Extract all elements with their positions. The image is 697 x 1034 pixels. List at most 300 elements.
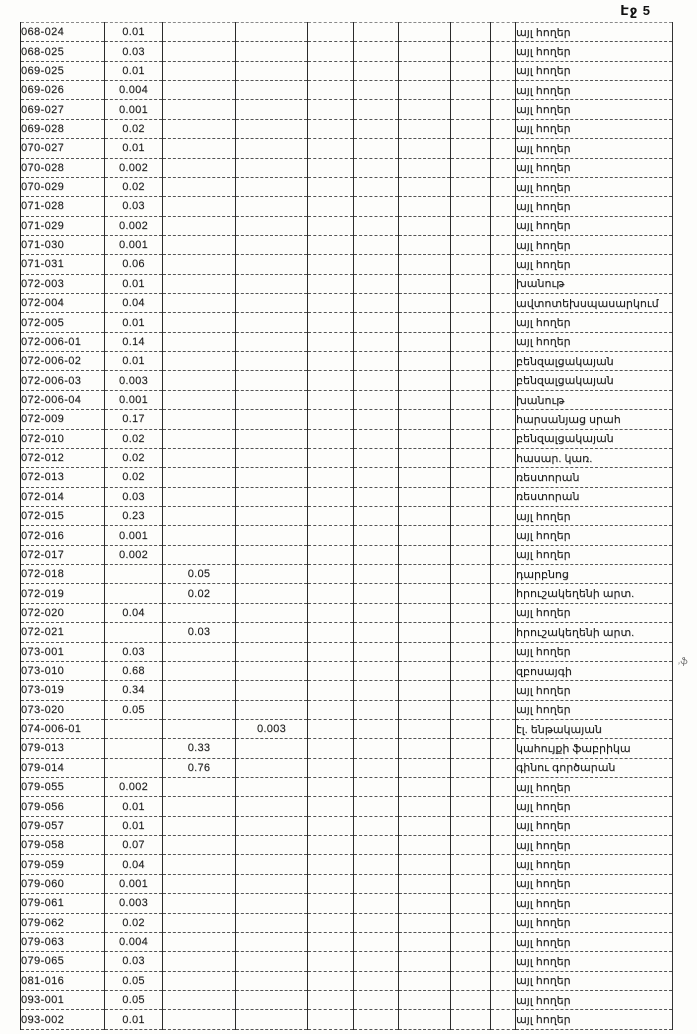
area-value-cell-3 [236,700,308,719]
area-value-cell-1: 0.34 [105,681,163,700]
empty-cell [399,410,451,429]
empty-cell [354,855,399,874]
empty-cell [354,913,399,932]
area-value-cell-1: 0.68 [105,661,163,680]
area-value-cell-1: 0.01 [105,797,163,816]
land-use-cell: հասար. կառ. [516,448,673,467]
empty-cell [491,642,516,661]
table-row [21,197,673,216]
area-value-cell-3 [236,371,308,390]
parcel-code-cell: 071-031 [21,255,105,274]
empty-cell [308,990,354,1009]
empty-cell [308,913,354,932]
area-value-cell-1: 0.004 [105,81,163,100]
land-use-cell: այլ հողեր [516,913,673,932]
empty-cell [399,313,451,332]
area-value-cell-3 [236,971,308,990]
empty-cell [451,526,491,545]
parcel-code-cell: 071-029 [21,216,105,235]
table-row [21,623,673,642]
area-value-cell-3 [236,913,308,932]
empty-cell [491,719,516,738]
area-value-cell-1: 0.03 [105,42,163,61]
area-value-cell-3 [236,603,308,622]
area-value-cell-1: 0.03 [105,487,163,506]
empty-cell [491,816,516,835]
empty-cell [451,294,491,313]
empty-cell [354,758,399,777]
parcel-code-cell: 072-009 [21,410,105,429]
empty-cell [308,468,354,487]
empty-cell [399,719,451,738]
area-value-cell-3 [236,235,308,254]
empty-cell [354,468,399,487]
empty-cell [354,603,399,622]
area-value-cell-1: 0.05 [105,971,163,990]
area-value-cell-2 [163,700,236,719]
land-use-cell: ռեստորան [516,468,673,487]
table-row [21,81,673,100]
area-value-cell-1: 0.05 [105,990,163,1009]
area-value-cell-2 [163,81,236,100]
area-value-cell-2 [163,719,236,738]
parcel-code-cell: 079-055 [21,778,105,797]
area-value-cell-2 [163,816,236,835]
empty-cell [354,816,399,835]
area-value-cell-2 [163,874,236,893]
parcel-code-cell: 079-059 [21,855,105,874]
parcel-code-cell: 070-027 [21,139,105,158]
land-use-cell: ավտոտեխսպասարկում [516,294,673,313]
empty-cell [399,23,451,42]
parcel-code-cell: 072-003 [21,274,105,293]
empty-cell [491,332,516,351]
area-value-cell-1: 0.02 [105,429,163,448]
table-row [21,352,673,371]
empty-cell [491,565,516,584]
empty-cell [451,1010,491,1030]
table-row [21,235,673,254]
empty-cell [491,371,516,390]
area-value-cell-3 [236,410,308,429]
empty-cell [491,836,516,855]
area-value-cell-2 [163,197,236,216]
empty-cell [399,390,451,409]
table-row [21,371,673,390]
area-value-cell-1: 0.02 [105,913,163,932]
empty-cell [399,197,451,216]
land-use-cell: հրուշակեղենի արտ. [516,584,673,603]
table-row [21,894,673,913]
table-row [21,681,673,700]
parcel-code-cell: 093-001 [21,990,105,1009]
parcel-code-cell: 072-016 [21,526,105,545]
table-row [21,758,673,777]
table-row [21,468,673,487]
empty-cell [399,758,451,777]
parcel-code-cell: 073-010 [21,661,105,680]
empty-cell [308,778,354,797]
area-value-cell-1: 0.003 [105,894,163,913]
area-value-cell-2 [163,487,236,506]
parcel-code-cell: 072-013 [21,468,105,487]
empty-cell [451,565,491,584]
empty-cell [354,797,399,816]
empty-cell [399,932,451,951]
empty-cell [491,623,516,642]
table-row [21,913,673,932]
empty-cell [399,42,451,61]
empty-cell [451,81,491,100]
empty-cell [399,642,451,661]
land-use-cell: այլ հողեր [516,506,673,525]
area-value-cell-3 [236,816,308,835]
area-value-cell-2 [163,371,236,390]
empty-cell [451,197,491,216]
area-value-cell-2 [163,100,236,119]
area-value-cell-2 [163,932,236,951]
land-use-cell: ռեստորան [516,487,673,506]
empty-cell [451,816,491,835]
empty-cell [451,836,491,855]
empty-cell [354,894,399,913]
area-value-cell-2: 0.05 [163,565,236,584]
table-row [21,61,673,80]
parcel-code-cell: 079-056 [21,797,105,816]
parcel-code-cell: 079-013 [21,739,105,758]
area-value-cell-3 [236,739,308,758]
area-value-cell-3 [236,100,308,119]
empty-cell [308,700,354,719]
area-value-cell-3 [236,526,308,545]
area-value-cell-1: 0.01 [105,139,163,158]
table-row [21,700,673,719]
table-row [21,23,673,42]
empty-cell [491,468,516,487]
table-row [21,739,673,758]
area-value-cell-1: 0.01 [105,816,163,835]
parcel-code-cell: 068-025 [21,42,105,61]
table-row [21,390,673,409]
empty-cell [451,855,491,874]
table-body [21,23,673,1030]
empty-cell [399,274,451,293]
area-value-cell-2 [163,642,236,661]
empty-cell [399,836,451,855]
empty-cell [399,81,451,100]
area-value-cell-2 [163,894,236,913]
empty-cell [308,177,354,196]
land-use-cell: կահույքի ֆաբրիկա [516,739,673,758]
empty-cell [399,371,451,390]
empty-cell [451,274,491,293]
empty-cell [451,642,491,661]
empty-cell [399,661,451,680]
area-value-cell-2 [163,313,236,332]
land-parcel-table [20,22,673,1030]
table-row [21,836,673,855]
land-use-cell: գինու գործարան [516,758,673,777]
empty-cell [308,216,354,235]
land-use-cell: այլ հողեր [516,700,673,719]
land-use-cell: այլ հողեր [516,642,673,661]
stray-scan-mark: ,ֆ [677,655,689,667]
area-value-cell-1: 0.01 [105,313,163,332]
area-value-cell-2 [163,216,236,235]
table-row [21,642,673,661]
area-value-cell-3 [236,487,308,506]
empty-cell [399,332,451,351]
land-use-cell: այլ հողեր [516,603,673,622]
empty-cell [354,739,399,758]
empty-cell [354,584,399,603]
parcel-code-cell: 072-006-04 [21,390,105,409]
empty-cell [354,506,399,525]
area-value-cell-3 [236,565,308,584]
empty-cell [451,410,491,429]
land-use-cell: էլ. ենթակայան [516,719,673,738]
land-use-cell: այլ հողեր [516,119,673,138]
area-value-cell-2 [163,274,236,293]
area-value-cell-3 [236,874,308,893]
empty-cell [399,487,451,506]
empty-cell [354,139,399,158]
empty-cell [399,952,451,971]
empty-cell [308,1010,354,1030]
area-value-cell-2 [163,332,236,351]
empty-cell [491,197,516,216]
empty-cell [354,197,399,216]
empty-cell [308,235,354,254]
empty-cell [491,506,516,525]
land-use-cell: այլ հողեր [516,139,673,158]
empty-cell [308,23,354,42]
empty-cell [451,61,491,80]
parcel-code-cell: 071-030 [21,235,105,254]
table-row [21,216,673,235]
empty-cell [451,661,491,680]
empty-cell [399,603,451,622]
empty-cell [354,177,399,196]
table-row [21,1010,673,1030]
empty-cell [491,410,516,429]
empty-cell [451,545,491,564]
empty-cell [491,294,516,313]
empty-cell [491,23,516,42]
land-use-cell: այլ հողեր [516,177,673,196]
area-value-cell-2 [163,235,236,254]
land-use-cell: այլ հողեր [516,81,673,100]
empty-cell [354,61,399,80]
parcel-code-cell: 069-027 [21,100,105,119]
empty-cell [308,584,354,603]
area-value-cell-3 [236,216,308,235]
area-value-cell-3 [236,332,308,351]
table-row [21,952,673,971]
empty-cell [399,545,451,564]
empty-cell [308,932,354,951]
parcel-code-cell: 079-057 [21,816,105,835]
area-value-cell-1: 0.07 [105,836,163,855]
empty-cell [491,952,516,971]
empty-cell [308,100,354,119]
land-use-cell: այլ հողեր [516,894,673,913]
empty-cell [491,216,516,235]
empty-cell [308,81,354,100]
land-use-cell: այլ հողեր [516,797,673,816]
empty-cell [451,990,491,1009]
empty-cell [399,739,451,758]
empty-cell [451,429,491,448]
table-row [21,429,673,448]
empty-cell [451,487,491,506]
table-row [21,603,673,622]
table-row [21,855,673,874]
empty-cell [399,681,451,700]
parcel-code-cell: 072-017 [21,545,105,564]
empty-cell [308,739,354,758]
empty-cell [451,139,491,158]
empty-cell [399,235,451,254]
area-value-cell-3 [236,855,308,874]
empty-cell [451,797,491,816]
table-row [21,874,673,893]
table-row [21,255,673,274]
empty-cell [399,429,451,448]
empty-cell [399,468,451,487]
empty-cell [308,719,354,738]
table-row [21,971,673,990]
empty-cell [451,758,491,777]
table-row [21,816,673,835]
empty-cell [354,235,399,254]
empty-cell [354,681,399,700]
area-value-cell-1: 0.002 [105,545,163,564]
empty-cell [399,565,451,584]
empty-cell [491,526,516,545]
area-value-cell-2 [163,913,236,932]
empty-cell [308,429,354,448]
empty-cell [354,81,399,100]
empty-cell [308,448,354,467]
empty-cell [354,332,399,351]
area-value-cell-1: 0.03 [105,952,163,971]
area-value-cell-3 [236,274,308,293]
empty-cell [354,100,399,119]
table-row [21,584,673,603]
empty-cell [308,371,354,390]
empty-cell [308,274,354,293]
empty-cell [399,216,451,235]
empty-cell [491,661,516,680]
empty-cell [354,874,399,893]
parcel-code-cell: 073-020 [21,700,105,719]
table-row [21,139,673,158]
area-value-cell-2 [163,836,236,855]
empty-cell [399,894,451,913]
empty-cell [399,352,451,371]
empty-cell [308,971,354,990]
area-value-cell-1: 0.001 [105,235,163,254]
parcel-code-cell: 079-062 [21,913,105,932]
area-value-cell-1: 0.01 [105,1010,163,1030]
area-value-cell-1 [105,719,163,738]
empty-cell [399,797,451,816]
land-use-cell: այլ հողեր [516,681,673,700]
area-value-cell-1: 0.01 [105,352,163,371]
land-use-cell: այլ հողեր [516,42,673,61]
empty-cell [451,700,491,719]
empty-cell [308,836,354,855]
land-use-cell: այլ հողեր [516,778,673,797]
area-value-cell-1: 0.05 [105,700,163,719]
area-value-cell-2 [163,468,236,487]
parcel-code-cell: 072-012 [21,448,105,467]
empty-cell [308,390,354,409]
area-value-cell-1: 0.03 [105,197,163,216]
table-row [21,332,673,351]
empty-cell [399,506,451,525]
empty-cell [491,487,516,506]
empty-cell [451,952,491,971]
empty-cell [451,913,491,932]
empty-cell [491,913,516,932]
area-value-cell-1: 0.02 [105,119,163,138]
empty-cell [451,778,491,797]
area-value-cell-3 [236,681,308,700]
parcel-code-cell: 072-018 [21,565,105,584]
empty-cell [399,526,451,545]
area-value-cell-3 [236,197,308,216]
empty-cell [308,139,354,158]
empty-cell [399,1010,451,1030]
land-use-cell: այլ հողեր [516,100,673,119]
empty-cell [491,255,516,274]
empty-cell [308,42,354,61]
empty-cell [451,681,491,700]
empty-cell [491,584,516,603]
parcel-code-cell: 081-016 [21,971,105,990]
area-value-cell-3 [236,352,308,371]
empty-cell [491,139,516,158]
empty-cell [491,448,516,467]
empty-cell [491,681,516,700]
area-value-cell-1: 0.06 [105,255,163,274]
empty-cell [491,739,516,758]
table-row [21,274,673,293]
area-value-cell-2 [163,506,236,525]
empty-cell [491,177,516,196]
empty-cell [451,468,491,487]
empty-cell [354,487,399,506]
land-use-cell: հրուշակեղենի արտ. [516,623,673,642]
empty-cell [354,42,399,61]
area-value-cell-2: 0.76 [163,758,236,777]
area-value-cell-1: 0.01 [105,23,163,42]
empty-cell [491,855,516,874]
empty-cell [308,816,354,835]
area-value-cell-1 [105,758,163,777]
empty-cell [491,158,516,177]
empty-cell [491,700,516,719]
table-row [21,410,673,429]
area-value-cell-3 [236,313,308,332]
parcel-code-cell: 068-024 [21,23,105,42]
empty-cell [399,855,451,874]
land-use-cell: այլ հողեր [516,313,673,332]
empty-cell [354,778,399,797]
area-value-cell-1: 0.04 [105,855,163,874]
